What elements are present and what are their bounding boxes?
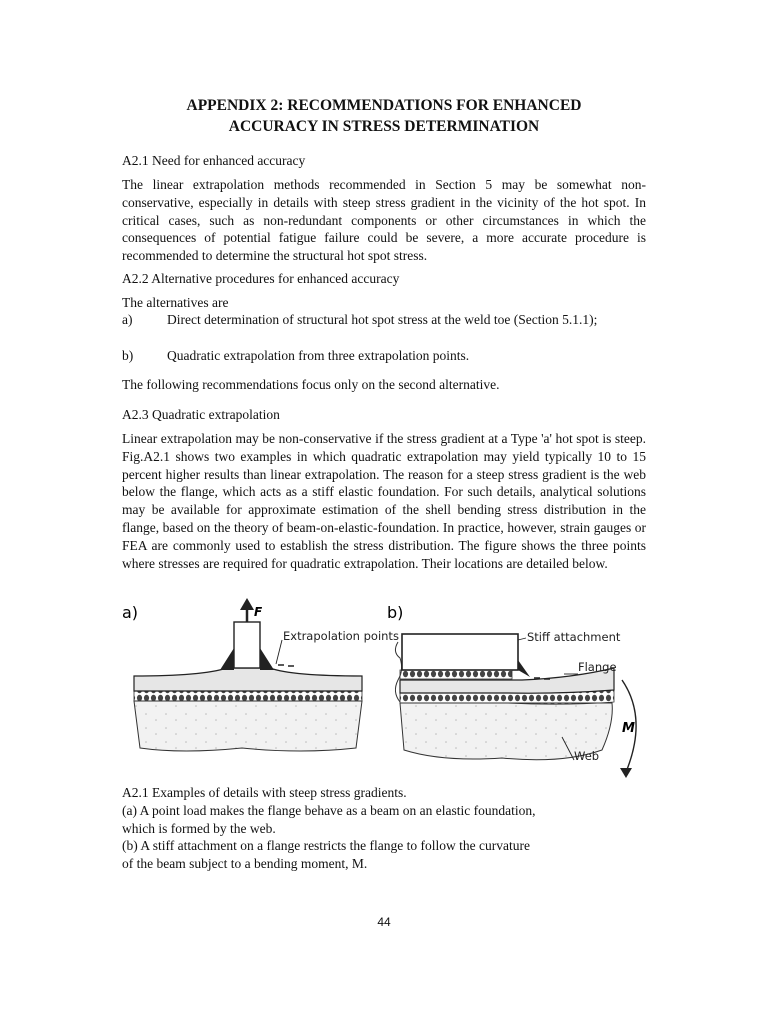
section-heading-a2-1: A2.1 Need for enhanced accuracy [122,153,306,168]
list-text: Quadratic extrapolation from three extrapolation points. [167,348,470,363]
stiff-attachment-label: Stiff attachment [527,630,621,644]
panel-b-drawing [395,634,614,760]
caption-line: of the beam subject to a bending moment, M. [122,856,368,872]
focus-note: The following recommendations focus only on the second alternative. [122,377,500,392]
force-label: F [254,605,263,619]
section-heading-a2-3: A2.3 Quadratic extrapolation [122,407,280,422]
caption-line: which is formed by the web. [122,820,276,836]
panel-a-label: a) [122,603,139,622]
page-number: 44 [377,915,391,929]
list-text: Direct determination of structural hot spot stress at the weld toe (Section 5.1.1); [167,312,598,327]
title-line-1: APPENDIX 2: RECOMMENDATIONS FOR ENHANCED [186,97,582,114]
list-item [122,347,646,365]
list-marker: a) [122,312,133,327]
panel-b-label: b) [387,603,404,622]
figure-a2-1 [122,598,652,780]
list-marker: b) [122,348,134,363]
paragraph-a2-1: The linear extrapolation methods recommended in Section 5 may be somewhat non-conservative, especially in details with steep stress gradient in the vicinity of the hot spot. In critical cases, such as non-redundant components or other circumstances in which the consequences of potential fatigue failure could be severe, a more accurate procedure is recommended to determine the structural hot spot stress. [122,177,646,264]
caption-line: A2.1 Examples of details with steep stress gradients. [122,785,407,800]
title-line-2: ACCURACY IN STRESS DETERMINATION [228,118,540,135]
extrapolation-points-label: Extrapolation points [283,629,399,643]
web-label: Web [574,749,600,763]
caption-line: (b) A stiff attachment on a flange restricts the flange to follow the curvature [122,838,530,854]
force-arrow-icon [240,598,254,622]
moment-label: M [622,721,635,736]
figure-caption [122,784,646,873]
caption-line: (a) A point load makes the flange behave as a beam on an elastic foundation, [122,802,536,818]
alternatives-intro: The alternatives are [122,295,229,310]
flange-label: Flange [578,660,617,674]
list-item [122,311,646,347]
paragraph-a2-3: Linear extrapolation may be non-conservative if the stress gradient at a Type 'a' hot spot is steep. Fig.A2.1 shows two examples in which quadratic extrapolation may yield typically 10 to 15 percent higher results than linear extrapolation. The reason for a steep stress gradient is the web below the flange, which acts as a stiff elastic foundation. For such details, analytical solutions may be available for approximate estimation of the shell bending stress distribution in the flange, based on the theory of beam-on-elastic-foundation. In practice, however, strain gauges or FEA are commonly used to establish the stress distribution. The figure shows the three points where stresses are required for quadratic extrapolation. Their locations are detailed below. [122,431,646,571]
section-heading-a2-2: A2.2 Alternative procedures for enhanced accuracy [122,271,400,286]
page-title [110,95,658,137]
